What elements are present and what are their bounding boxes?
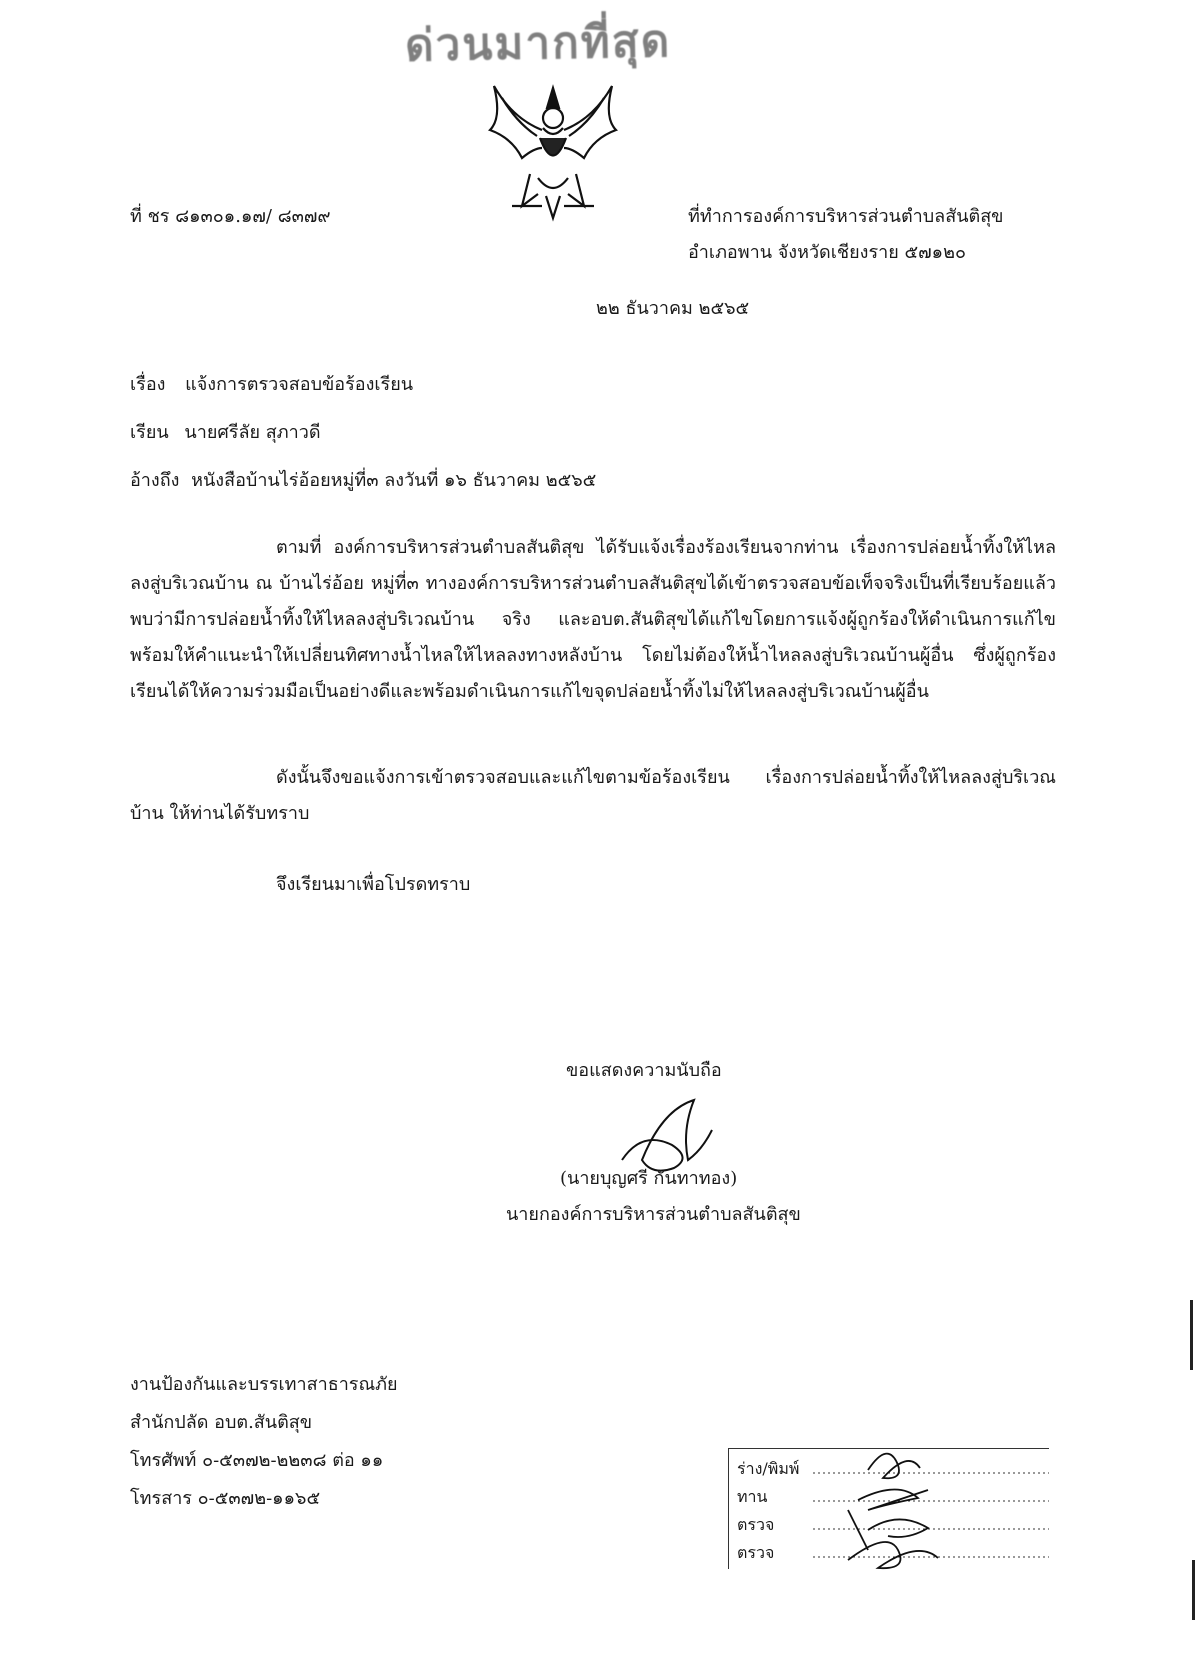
office-address-line1: ที่ทำการองค์การบริหารส่วนตำบลสันติสุข [688,206,1004,227]
reference-number: ที่ ชร ๘๑๓๐๑.๑๗/ ๘๓๗๙ [130,206,331,227]
scan-edge-mark [1192,1560,1195,1620]
subject-label: เรื่อง [130,374,166,395]
letter-date: ๒๒ ธันวาคม ๒๕๖๕ [596,298,750,319]
body-paragraph-1 [130,530,1056,710]
addressee-value: นายศรีลัย สุภาวดี [184,422,321,443]
approval-row-review: ทาน [737,1487,768,1506]
body-paragraph-2-text: ดังนั้นจึงขอแจ้งการเข้าตรวจสอบและแก้ไขตามข้อร้องเรียน เรื่องการปล่อยน้ำทิ้งให้ไหลลงสู่บริเวณบ้าน ให้ท่านได้รับทราบ [130,767,1056,824]
signature-salutation: ขอแสดงความนับถือ [566,1060,722,1081]
body-paragraph-1-text: ตามที่ องค์การบริหารส่วนตำบลสันติสุข ได้รับแจ้งเรื่องร้องเรียนจากท่าน เรื่องการปล่อยน้ำทิ้งให้ไหลลงสู่บริเวณบ้าน ณ บ้านไร่อ้อย หมู่ที่๓ ทางองค์การบริหารส่วนตำบลสันติสุขได้เข้าตรวจสอบข้อเท็จจริงเป็นที่เรียบร้อยแล้ว พบว่ามีการปล่อยน้ำทิ้งให้ไหลลงสู่บริเวณบ้าน จริง และอบต.สันติสุขได้แก้ไขโดยการแจ้งผู้ถูกร้องให้ดำเนินการแก้ไขพร้อมให้คำแนะนำให้เปลี่ยนทิศทางน้ำไหลให้ไหลลงทางหลังบ้าน โดยไม่ต้องให้น้ำไหลลงสู่บริเวณบ้านผู้อื่น ซึ่งผู้ถูกร้องเรียนได้ให้ความร่วมมือเป็นอย่างดีและพร้อมดำเนินการแก้ไขจุดปล่อยน้ำทิ้งไม่ให้ไหลลงสู่บริเวณบ้านผู้อื่น [130,537,1056,702]
reference-line [130,468,596,494]
subject-line [130,372,413,398]
garuda-emblem-icon [482,78,624,226]
signatory-position: นายกองค์การบริหารส่วนตำบลสันติสุข [506,1204,801,1225]
approval-row-check-1: ตรวจ [737,1515,775,1534]
approval-row-draft: ร่าง/พิมพ์ [737,1459,800,1478]
approval-row-check-2: ตรวจ [737,1543,775,1562]
addressee-line [130,420,321,446]
addressee-label: เรียน [130,422,169,443]
subject-value: แจ้งการตรวจสอบข้อร้องเรียน [185,374,414,395]
reference-value: หนังสือบ้านไร่อ้อยหมู่ที่๓ ลงวันที่ ๑๖ ธันวาคม ๒๕๖๕ [191,470,597,491]
signatory-name: (นายบุญศรี กันทาทอง) [560,1168,738,1189]
footer-office: สำนักปลัด อบต.สันติสุข [130,1412,313,1433]
closing-request: จึงเรียนมาเพื่อโปรดทราบ [276,874,471,895]
approval-initials-scribble [828,1440,978,1580]
urgency-stamp: ด่วนมากที่สุด [404,15,672,72]
scan-edge-mark [1190,1300,1193,1370]
body-paragraph-2 [130,760,1056,832]
reference-label: อ้างถึง [130,470,180,491]
footer-phone: โทรศัพท์ ๐-๕๓๗๒-๒๒๓๘ ต่อ ๑๑ [130,1450,384,1471]
office-address-line2: อำเภอพาน จังหวัดเชียงราย ๕๗๑๒๐ [688,242,966,263]
footer-department: งานป้องกันและบรรเทาสาธารณภัย [130,1374,398,1395]
footer-fax: โทรสาร ๐-๕๓๗๒-๑๑๖๕ [130,1488,321,1509]
